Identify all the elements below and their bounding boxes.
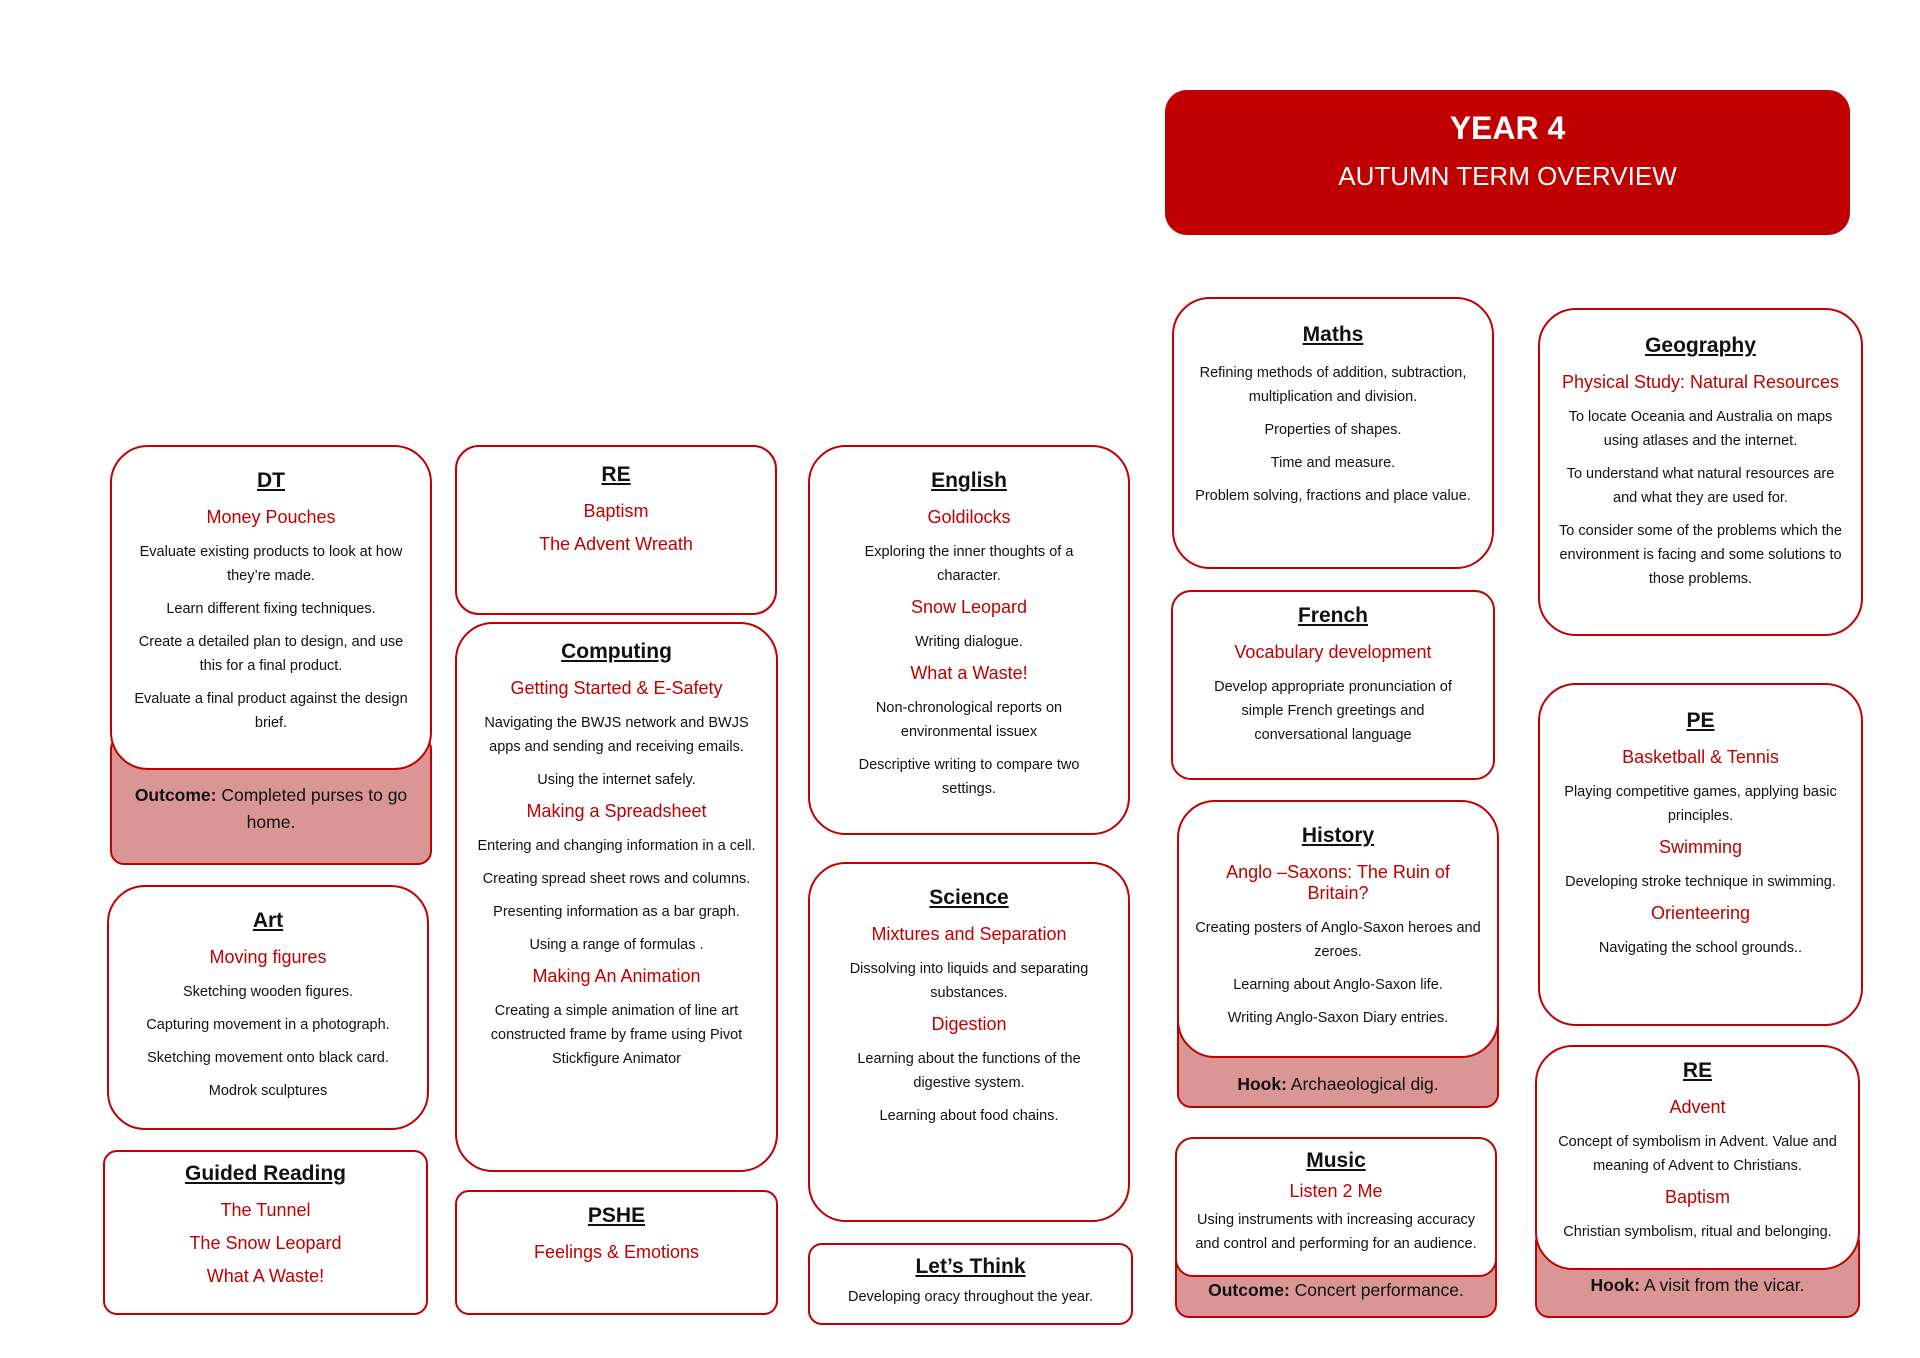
pe-title: PE xyxy=(1686,709,1715,732)
re-advent-card xyxy=(1535,1045,1860,1270)
computing-point: Creating spread sheet rows and columns. xyxy=(482,871,751,887)
geography-title: Geography xyxy=(1645,334,1756,357)
art-point: Sketching wooden figures. xyxy=(182,984,354,1000)
english-point: Non-chronological reports on environmental issuex xyxy=(875,700,1063,740)
computing-point: Presenting information as a bar graph. xyxy=(493,904,740,920)
year-banner xyxy=(1165,90,1850,235)
guided-reading-title: Guided Reading xyxy=(184,1162,346,1185)
re-advent-hook-text: A visit from the vicar. xyxy=(1640,1275,1805,1295)
computing-topic: Making a Spreadsheet xyxy=(526,801,707,821)
pe-point: Navigating the school grounds.. xyxy=(1598,940,1803,956)
maths-point: Refining methods of addition, subtraction, multiplication and division. xyxy=(1199,365,1467,405)
history-point: Learning about Anglo-Saxon life. xyxy=(1233,977,1443,993)
history-hook-text: Archaeological dig. xyxy=(1286,1074,1439,1094)
science-card xyxy=(808,862,1130,1222)
computing-point: Entering and changing information in a cell. xyxy=(477,838,756,854)
pshe-topic: Feelings & Emotions xyxy=(533,1242,700,1262)
re-autumn-title: RE xyxy=(601,463,631,486)
art-point: Sketching movement onto black card. xyxy=(147,1050,389,1066)
pe-topic: Swimming xyxy=(1658,837,1742,857)
guided-reading-card xyxy=(103,1150,428,1315)
geography-point: To locate Oceania and Australia on maps using atlases and the internet. xyxy=(1568,409,1833,449)
english-card xyxy=(808,445,1130,835)
science-point: Learning about food chains. xyxy=(879,1108,1059,1124)
term-title: AUTUMN TERM OVERVIEW xyxy=(1338,161,1677,191)
dt-outcome-text: Completed purses to go home. xyxy=(216,785,408,832)
french-text: Develop appropriate pronunciation of simple French greetings and conversational language xyxy=(1214,679,1452,743)
music-text: Using instruments with increasing accuracy and control and performing for an audience. xyxy=(1195,1212,1477,1252)
re-advent-topic: Baptism xyxy=(1664,1187,1731,1207)
science-title: Science xyxy=(929,886,1009,909)
french-title: French xyxy=(1297,604,1368,627)
dt-point: Evaluate existing products to look at how they’re made. xyxy=(139,544,403,584)
history-title: History xyxy=(1301,824,1375,847)
history-topic: Anglo –Saxons: The Ruin of Britain? xyxy=(1226,862,1450,903)
pshe-title: PSHE xyxy=(587,1204,646,1227)
english-topic: What a Waste! xyxy=(910,663,1028,683)
computing-card xyxy=(455,622,778,1172)
history-hook-label: Hook: xyxy=(1237,1074,1287,1094)
computing-point: Using a range of formulas . xyxy=(529,937,704,953)
computing-point: Navigating the BWJS network and BWJS apps and sending and receiving emails. xyxy=(484,715,749,755)
maths-point: Time and measure. xyxy=(1270,455,1396,471)
pshe-card xyxy=(455,1190,778,1315)
lets-think-text: Developing oracy throughout the year. xyxy=(847,1289,1094,1305)
pe-topic: Basketball & Tennis xyxy=(1622,747,1779,767)
re-advent-point: Christian symbolism, ritual and belonging. xyxy=(1563,1224,1832,1240)
music-outcome-label: Outcome: xyxy=(1208,1280,1290,1300)
book-title: The Snow Leopard xyxy=(189,1233,342,1253)
english-title: English xyxy=(931,469,1007,492)
computing-title: Computing xyxy=(561,640,672,663)
computing-point: Using the internet safely. xyxy=(537,772,696,788)
science-point: Dissolving into liquids and separating substances. xyxy=(849,961,1089,1001)
dt-title: DT xyxy=(257,469,285,492)
geography-topic: Physical Study: Natural Resources xyxy=(1561,372,1840,392)
english-point: Exploring the inner thoughts of a character. xyxy=(864,544,1074,584)
computing-topic: Making An Animation xyxy=(532,966,701,986)
lets-think-title: Let’s Think xyxy=(915,1255,1026,1278)
science-topic: Mixtures and Separation xyxy=(871,924,1067,944)
science-point: Learning about the functions of the digestive system. xyxy=(857,1051,1081,1091)
english-topic: Snow Leopard xyxy=(910,597,1028,617)
pe-topic: Orienteering xyxy=(1650,903,1751,923)
art-card xyxy=(107,885,429,1130)
pe-point: Playing competitive games, applying basic principles. xyxy=(1564,784,1837,824)
history-point: Creating posters of Anglo-Saxon heroes and zeroes. xyxy=(1195,920,1481,960)
maths-point: Problem solving, fractions and place value. xyxy=(1195,488,1471,504)
re-advent-title: RE xyxy=(1682,1059,1713,1082)
maths-point: Properties of shapes. xyxy=(1264,422,1402,438)
dt-card xyxy=(110,445,432,770)
book-title: The Tunnel xyxy=(220,1200,311,1220)
re-advent-hook-label: Hook: xyxy=(1590,1275,1641,1295)
pe-point: Developing stroke technique in swimming. xyxy=(1565,874,1836,890)
english-point: Writing dialogue. xyxy=(915,634,1023,650)
english-point: Descriptive writing to compare two settings. xyxy=(858,757,1080,797)
science-topic: Digestion xyxy=(931,1014,1007,1034)
art-point: Modrok sculptures xyxy=(208,1083,328,1099)
lets-think-card xyxy=(808,1243,1133,1325)
dt-point: Learn different fixing techniques. xyxy=(166,601,376,617)
re-autumn-topic: Baptism xyxy=(583,501,649,521)
re-advent-point: Concept of symbolism in Advent. Value and meaning of Advent to Christians. xyxy=(1558,1134,1837,1174)
book-title: What A Waste! xyxy=(206,1266,325,1286)
geography-point: To understand what natural resources are and what they are used for. xyxy=(1566,466,1835,506)
music-topic: Listen 2 Me xyxy=(1289,1181,1383,1201)
history-card xyxy=(1177,800,1499,1058)
art-title: Art xyxy=(252,909,284,932)
french-card xyxy=(1171,590,1495,780)
re-autumn-topic: The Advent Wreath xyxy=(539,534,693,554)
art-topic: Moving figures xyxy=(209,947,327,967)
re-advent-topic: Advent xyxy=(1669,1097,1726,1117)
history-point: Writing Anglo-Saxon Diary entries. xyxy=(1227,1010,1449,1026)
dt-outcome-label: Outcome: xyxy=(134,785,217,805)
geography-point: To consider some of the problems which the environment is facing and some solutions to those problems. xyxy=(1559,523,1842,587)
computing-point: Creating a simple animation of line art constructed frame by frame using Pivot Stickfigure Animator xyxy=(490,1003,743,1067)
music-card xyxy=(1175,1137,1497,1277)
maths-card xyxy=(1172,297,1494,569)
french-topic: Vocabulary development xyxy=(1234,642,1432,662)
english-topic: Goldilocks xyxy=(927,507,1011,527)
re-autumn-card xyxy=(455,445,777,615)
art-point: Capturing movement in a photograph. xyxy=(146,1017,390,1033)
music-title: Music xyxy=(1306,1149,1366,1172)
geography-card xyxy=(1538,308,1863,636)
computing-topic: Getting Started & E-Safety xyxy=(510,678,723,698)
dt-topic: Money Pouches xyxy=(206,507,336,527)
music-outcome-text: Concert performance. xyxy=(1289,1280,1464,1300)
maths-title: Maths xyxy=(1302,323,1364,346)
year-title: YEAR 4 xyxy=(1449,110,1566,146)
dt-point: Create a detailed plan to design, and use this for a final product. xyxy=(138,634,404,674)
pe-card xyxy=(1538,683,1863,1026)
dt-point: Evaluate a final product against the design brief. xyxy=(134,691,408,731)
